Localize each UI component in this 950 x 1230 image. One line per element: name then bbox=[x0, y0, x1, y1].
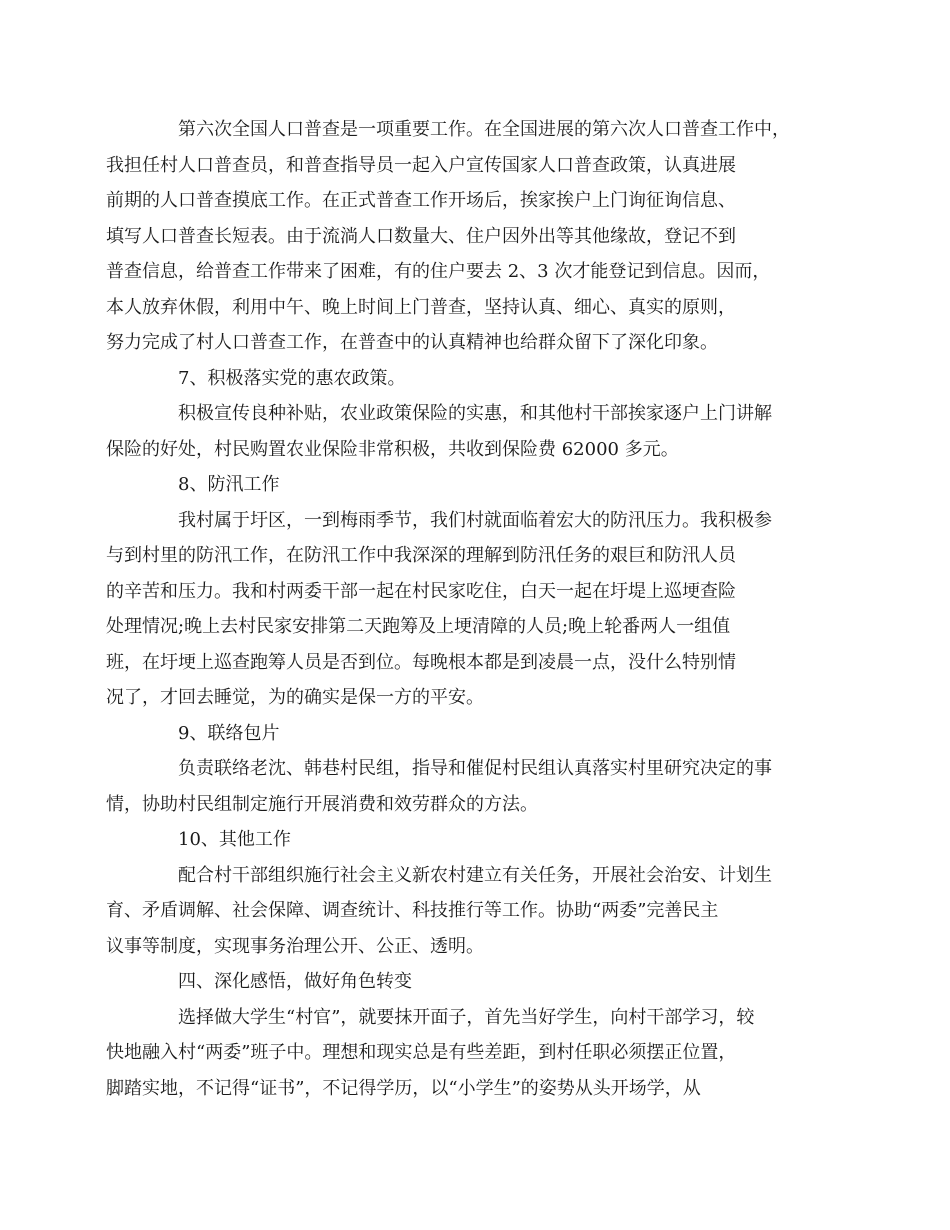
paragraph-line: 努力完成了村人口普查工作，在普查中的认真精神也给群众留下了深化印象。 bbox=[106, 332, 718, 353]
section-heading: 四、深化感悟，做好角色转变 bbox=[178, 971, 412, 992]
paragraph-line: 处理情况;晚上去村民家安排第二天跑筹及上埂清障的人员;晚上轮番两人一组值 bbox=[106, 616, 731, 637]
paragraph-line: 普查信息，给普查工作带来了困难，有的住户要去 2、3 次才能登记到信息。因而， bbox=[106, 261, 771, 282]
paragraph-line: 我担任村人口普查员，和普查指导员一起入户宣传国家人口普查政策，认真进展 bbox=[106, 154, 736, 176]
paragraph-line: 快地融入村“两委”班子中。理想和现实总是有些差距，到村任职必须摆正位置， bbox=[106, 1042, 737, 1063]
paragraph bbox=[106, 112, 814, 361]
paragraph-line: 况了，才回去睡觉，为的确实是保一方的平安。 bbox=[106, 687, 484, 708]
paragraph-line: 保险的好处，村民购置农业保险非常积极，共收到保险费 62000 多元。 bbox=[106, 438, 679, 460]
paragraph bbox=[106, 1000, 814, 1107]
paragraph-line: 脚踏实地，不记得“证书”，不记得学历，以“小学生”的姿势从头开场学，从 bbox=[106, 1077, 701, 1099]
paragraph-line: 第六次全国人口普查是一项重要工作。在全国进展的第六次人口普查工作中， bbox=[178, 119, 790, 140]
paragraph-line: 负责联络老沈、韩巷村民组，指导和催促村民组认真落实村里研究决定的事 bbox=[178, 758, 772, 779]
section-heading: 9、联络包片 bbox=[178, 722, 280, 744]
paragraph bbox=[106, 858, 814, 965]
document-body bbox=[106, 112, 814, 1106]
paragraph bbox=[106, 751, 814, 822]
paragraph-line: 本人放弃休假，利用中午、晚上时间上门普查，坚持认真、细心、真实的原则， bbox=[106, 296, 736, 318]
paragraph-line: 的辛苦和压力。我和村两委干部一起在村民家吃住，白天一起在圩堤上巡埂查险 bbox=[106, 580, 736, 602]
section-heading: 7、积极落实党的惠农政策。 bbox=[178, 367, 406, 389]
paragraph-line: 我村属于圩区，一到梅雨季节，我们村就面临着宏大的防汛压力。我积极参 bbox=[178, 509, 772, 531]
paragraph-line: 与到村里的防汛工作，在防汛工作中我深深的理解到防汛任务的艰巨和防汛人员 bbox=[106, 545, 736, 566]
paragraph-line: 育、矛盾调解、社会保障、调查统计、科技推行等工作。协助“两委”完善民主 bbox=[106, 900, 719, 921]
paragraph-line: 班，在圩埂上巡查跑筹人员是否到位。每晚根本都是到凌晨一点，没什么特别情 bbox=[106, 651, 736, 673]
section-heading: 8、防汛工作 bbox=[178, 474, 280, 495]
paragraph bbox=[106, 396, 814, 467]
paragraph-line: 填写人口普查长短表。由于流淌人口数量大、住户因外出等其他缘故，登记不到 bbox=[106, 225, 736, 247]
paragraph-line: 配合村干部组织施行社会主义新农村建立有关任务，开展社会治安、计划生 bbox=[178, 864, 772, 886]
paragraph-line: 议事等制度，实现事务治理公开、公正、透明。 bbox=[106, 935, 484, 957]
paragraph-line: 情，协助村民组制定施行开展消费和效劳群众的方法。 bbox=[106, 793, 538, 815]
paragraph-line: 选择做大学生“村官”，就要抹开面子，首先当好学生，向村干部学习，较 bbox=[178, 1006, 755, 1028]
section-heading: 10、其他工作 bbox=[178, 829, 291, 850]
paragraph-line: 前期的人口普查摸底工作。在正式普查工作开场后，挨家挨户上门询征询信息、 bbox=[106, 190, 736, 211]
paragraph-line: 积极宣传良种补贴，农业政策保险的实惠，和其他村干部挨家逐户上门讲解 bbox=[178, 403, 772, 424]
paragraph bbox=[106, 503, 814, 716]
